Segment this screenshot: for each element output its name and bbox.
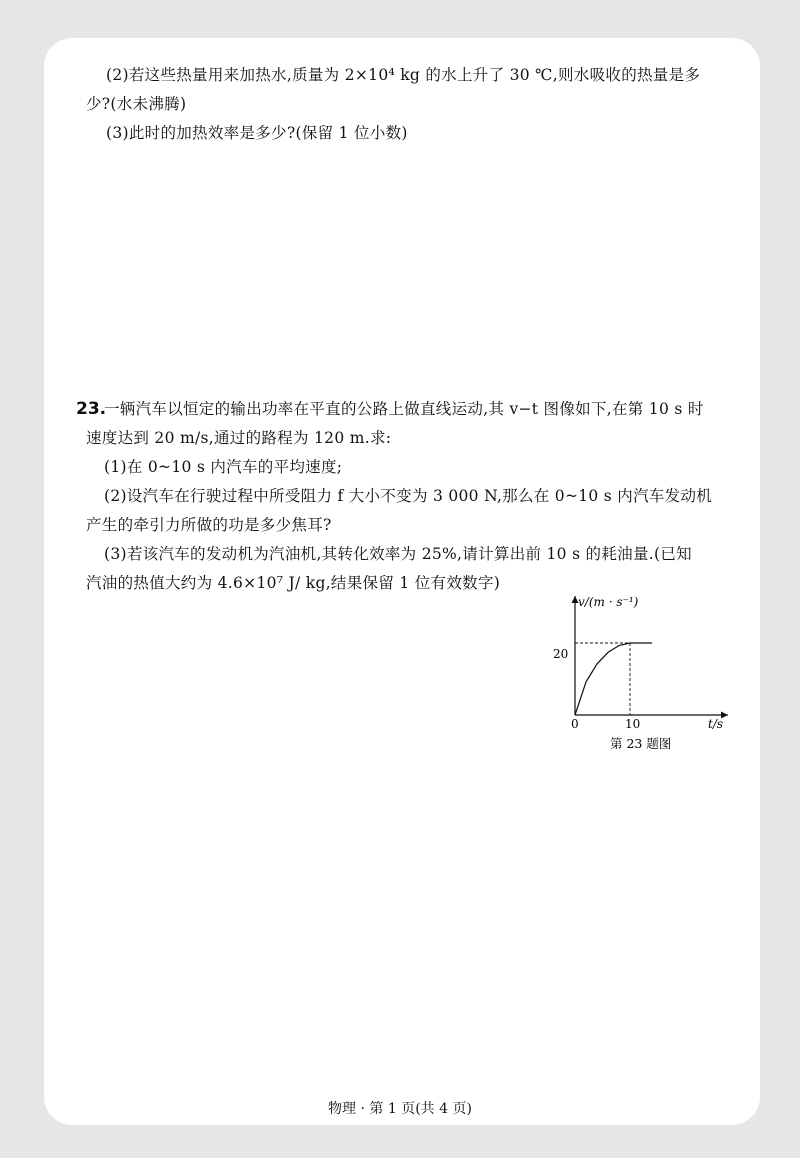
y-axis-label: v/(m · s⁻¹) [578, 595, 639, 609]
figure-caption: 第 23 题图 [610, 736, 672, 751]
page-footer: 物理 · 第 1 页(共 4 页) [328, 1101, 472, 1117]
x-tick-0: 0 [571, 717, 579, 731]
question-number-23: 23. [76, 399, 107, 419]
x-axis-label: t/s [708, 717, 724, 731]
q22-line3: (3)此时的加热效率是多少?(保留 1 位小数) [106, 124, 408, 142]
q23-part2-line2: 产生的牵引力所做的功是多少焦耳? [86, 516, 332, 534]
q23-part3-line1: (3)若该汽车的发动机为汽油机,其转化效率为 25%,请计算出前 10 s 的耗油量.(已知 [104, 545, 692, 563]
series-line [575, 643, 652, 715]
q23-stem-line2: 速度达到 20 m/s,通过的路程为 120 m.求: [86, 429, 392, 447]
q23-part3-line2: 汽油的热值大约为 4.6×10⁷ J/ kg,结果保留 1 位有效数字) [86, 574, 501, 592]
x-tick-10: 10 [625, 717, 641, 731]
q22-line1: (2)若这些热量用来加热水,质量为 2×10⁴ kg 的水上升了 30 ℃,则水吸收的热量是多 [106, 66, 701, 84]
q23-part2-line1: (2)设汽车在行驶过程中所受阻力 f 大小不变为 3 000 N,那么在 0~10 s 内汽车发动机 [104, 487, 713, 505]
q23-part1: (1)在 0~10 s 内汽车的平均速度; [104, 458, 343, 476]
vt-graph [540, 590, 740, 760]
q22-line2: 少?(水未沸腾) [86, 95, 187, 113]
q23-stem-line1: 一辆汽车以恒定的输出功率在平直的公路上做直线运动,其 v−t 图像如下,在第 10 s 时 [104, 400, 704, 418]
y-tick-20: 20 [553, 647, 569, 661]
